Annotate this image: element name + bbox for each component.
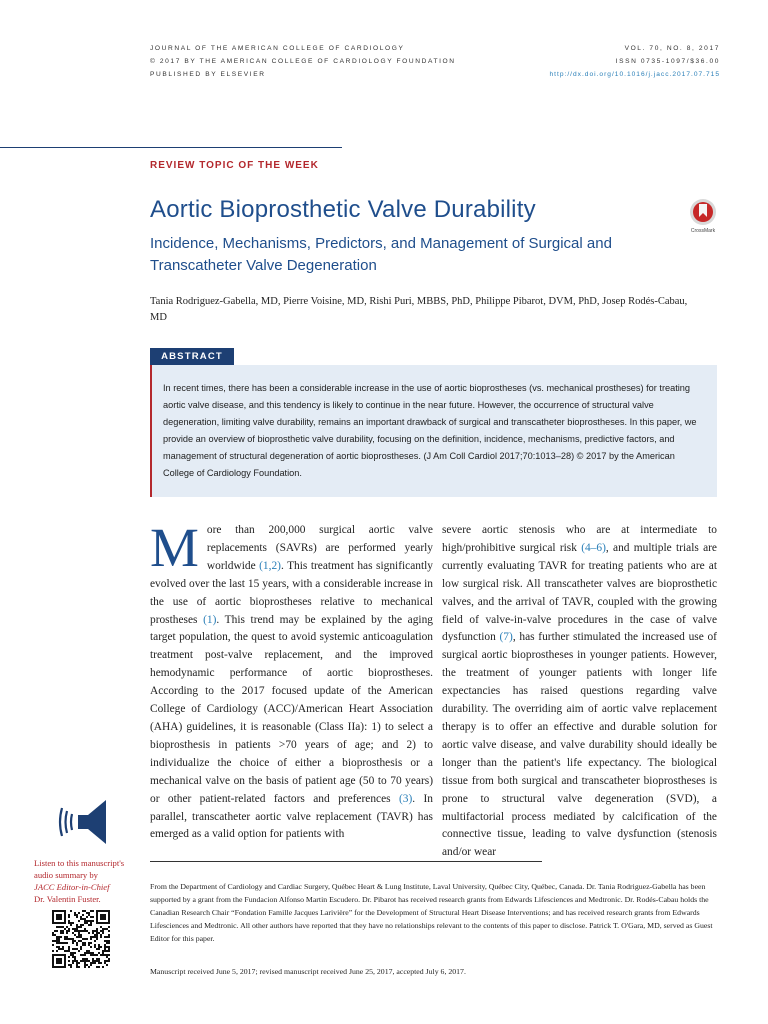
affiliation-footnote: From the Department of Cardiology and Cardiac Surgery, Québec Heart & Lung Institute, Laval University, Québec City, Québec, Canada. Dr. Tania Rodriguez-Gabella has been supported by a grant from the Fundacion Alfonso Martin Escudero. Dr. Pibarot has received research grants from Edwards Lifesciences and Medtronic. Dr. Rodés-Cabau holds the Canadian Research Chair “Fondation Famille Jacques Larivière” for the Development of Structural Heart Disease Interventions; and has received research grants from Edwards Lifesciences and Medtronic. All other authors have reported that they have no relationships relevant to the contents of this paper to disclose. Patrick T. O'Gara, MD, served as Guest Editor for this paper. <box>150 882 713 943</box>
body-text: , has further stimulated the increased use of surgical aortic bioprostheses in younger patients. However, the treatment of younger patients with longer life expectancies has raised questions regarding valve durability. The overriding aim of aortic valve replacement therapy is to offer an effective and durable solution for aortic valve disease, and valve durability should ideally be longer than the patient's life expectancy. The biological tissue from both surgical and transcatheter bioprostheses is prone to structural valve degeneration (SVD), a multifactorial process mediated by calcification of the connective tissue, leading to valve dysfunction (stenosis and/or wear <box>442 631 717 859</box>
header-rule <box>0 147 342 148</box>
abstract-text: In recent times, there has been a considerable increase in the use of aortic bioprostheses (vs. mechanical prostheses) for treating aortic valve disease, and this tendency is likely to continue in the near future. However, the occurrence of structural valve degeneration, limiting valve durability, remains an important drawback of surgical and transcatheter bioprostheses. In this paper, we provide an overview of bioprosthetic valve durability, focusing on the definition, incidence, mechanisms, predictive factors, and management of structural degeneration of aortic bioprostheses. (J Am Coll Cardiol 2017;70:1013–28) © 2017 by the American College of Cardiology Foundation. <box>163 383 697 478</box>
reference-link[interactable]: (7) <box>499 631 513 644</box>
body-text: . This treatment has significantly evolved over the last 15 years, with a considerable increase in the use of aortic bioprostheses relative to mechanical prostheses <box>150 559 433 626</box>
qr-code-icon[interactable] <box>52 910 110 968</box>
audio-note-line: Listen to this manuscript's audio summary by <box>34 858 125 880</box>
reference-link[interactable]: (1) <box>203 613 217 626</box>
body-text: ore than 200,000 surgical aortic valve replacements (SAVRs) are performed yearly worldwide <box>206 524 433 572</box>
issn-line: ISSN 0735-1097/$36.00 <box>615 58 720 65</box>
reference-link[interactable]: (3) <box>398 792 413 805</box>
audio-note-line: JACC Editor-in-Chief <box>34 882 110 892</box>
article-subtitle: Incidence, Mechanisms, Predictors, and Management of Surgical and Transcatheter Valve Degeneration <box>150 235 612 274</box>
reference-link[interactable]: (4–6) <box>581 541 606 554</box>
crossmark-icon[interactable] <box>688 198 718 234</box>
journal-header-left <box>150 42 456 81</box>
publisher-line: PUBLISHED BY ELSEVIER <box>150 71 266 78</box>
body-text: , and multiple trials are currently evaluating TAVR for treating patients who are at low surgical risk. All transcatheter valves are bioprosthetic valves, and the arrival of TAVR, coupled with the growing field of valve-in-valve procedures in the case of valve dysfunction <box>442 541 717 644</box>
audio-summary-note[interactable] <box>34 857 140 905</box>
body-text: . This trend may be explained by the aging target population, the quest to avoid systemic anticoagulation treatment post-valve replacement, and the improved hemodynamic performance of aortic bioprostheses. According to the 2017 focused update of the American College of Cardiology (ACC)/American Heart Association (AHA) guidelines, it is reasonable (Class IIa): 1) to select a bioprosthesis in patients >70 years of age; and 2) to individualize the choice of either a bioprosthesis or a mechanical valve on the basis of patient age (50 to 70 years) or other patient-related factors and preferences <box>150 613 433 805</box>
doi-link[interactable]: http://dx.doi.org/10.1016/j.jacc.2017.07.715 <box>549 71 720 78</box>
audio-note-line: Dr. Valentin Fuster. <box>34 894 101 904</box>
author-list: Tania Rodriguez-Gabella, MD, Pierre Voisine, MD, Rishi Puri, MBBS, PhD, Philippe Pibarot, DVM, PhD, Josep Rodés-Cabau, MD <box>150 296 688 323</box>
copyright-line: © 2017 BY THE AMERICAN COLLEGE OF CARDIOLOGY FOUNDATION <box>150 58 456 65</box>
volume-line: VOL. 70, NO. 8, 2017 <box>624 45 720 52</box>
footnote-rule <box>150 861 542 862</box>
speaker-icon[interactable] <box>56 796 114 848</box>
manuscript-dates: Manuscript received June 5, 2017; revised manuscript received June 25, 2017, accepted July 6, 2017. <box>150 967 466 976</box>
journal-name: JOURNAL OF THE AMERICAN COLLEGE OF CARDIOLOGY <box>150 45 405 52</box>
reference-link[interactable]: (1,2) <box>259 559 281 572</box>
journal-header-right <box>550 42 720 81</box>
crossmark-label: CrossMark <box>690 228 716 234</box>
article-title: Aortic Bioprosthetic Valve Durability <box>150 196 536 223</box>
abstract-label: ABSTRACT <box>150 348 234 365</box>
body-text: severe aortic stenosis who are at intermediate to high/prohibitive surgical risk <box>442 524 717 554</box>
body-column-left <box>150 517 433 844</box>
drop-cap: M <box>150 517 199 578</box>
body-column-right <box>442 522 717 862</box>
body-text: . In parallel, transcatheter aortic valve replacement (TAVR) has emerged as a valid option for patients with <box>150 792 433 841</box>
section-topic: REVIEW TOPIC OF THE WEEK <box>150 160 319 171</box>
